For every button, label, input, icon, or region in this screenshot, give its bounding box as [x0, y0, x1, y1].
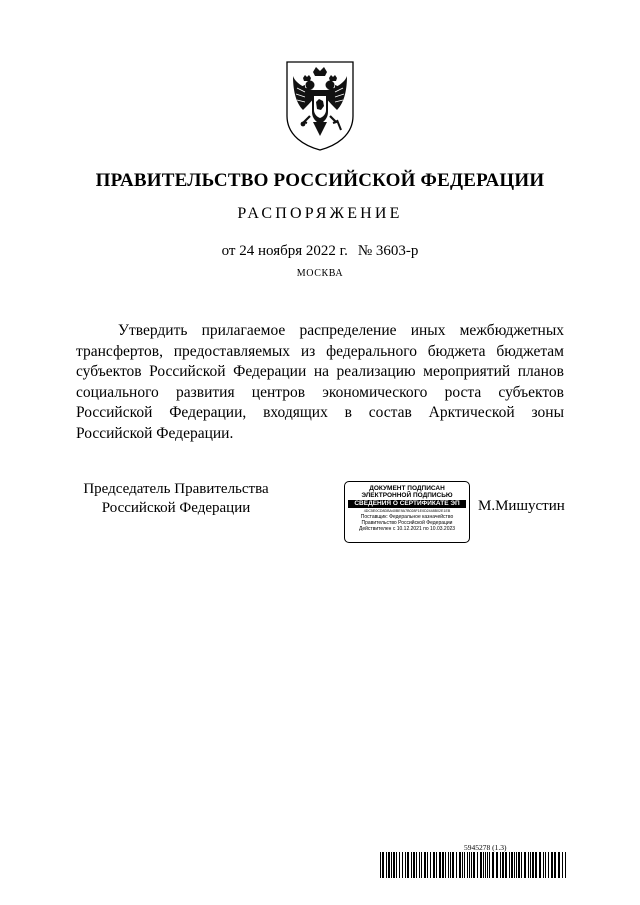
barcode-code: 5945278 (1.3): [464, 843, 507, 852]
stamp-line2: ЭЛЕКТРОННОЙ ПОДПИСЬЮ: [361, 492, 453, 499]
signer-position-line1: Председатель Правительства: [83, 481, 269, 497]
stamp-owner: Правительство Российской Федерации: [361, 520, 453, 526]
stamp-certificate-bar: СВЕДЕНИЯ О СЕРТИФИКАТЕ ЭП: [348, 500, 466, 508]
stamp-serial: 4DC5E0CD8DBA40BE9A7B028F1E0D2448B02E1EB: [363, 509, 451, 513]
date-line: [0, 243, 640, 260]
stamp-line1: ДОКУМЕНТ ПОДПИСАН: [369, 485, 445, 492]
barcode-icon: [380, 852, 566, 878]
signer-name: М.Мишустин: [478, 498, 565, 514]
order-paragraph: Утвердить прилагаемое распределение иных межбюджетных трансфертов, предоставляемых из федерального бюджета бюджетам субъектов Российской Федерации на реализацию мероприятий планов социального развития центров экономического роста субъектов Российской Федерации, входящих в состав Арктической зоны Российской Федерации.: [76, 322, 564, 442]
government-title: ПРАВИТЕЛЬСТВО РОССИЙСКОЙ ФЕДЕРАЦИИ: [95, 170, 545, 191]
document-type: РАСПОРЯЖЕНИЕ: [237, 205, 403, 222]
document-date: от 24 ноября 2022 г.: [221, 243, 348, 259]
stamp-validity: Действителен с 10.12.2021 по 10.03.2023: [358, 526, 456, 532]
document-number: № 3603-р: [357, 243, 419, 259]
russian-coat-of-arms-icon: [283, 58, 357, 152]
signer-position: [76, 480, 276, 518]
signer-position-line2: Российской Федерации: [101, 500, 251, 516]
city: МОСКВА: [296, 268, 344, 279]
electronic-signature-stamp: [344, 481, 470, 543]
stamp-issuer: Поставщик: Федеральное казначейство: [360, 514, 454, 520]
